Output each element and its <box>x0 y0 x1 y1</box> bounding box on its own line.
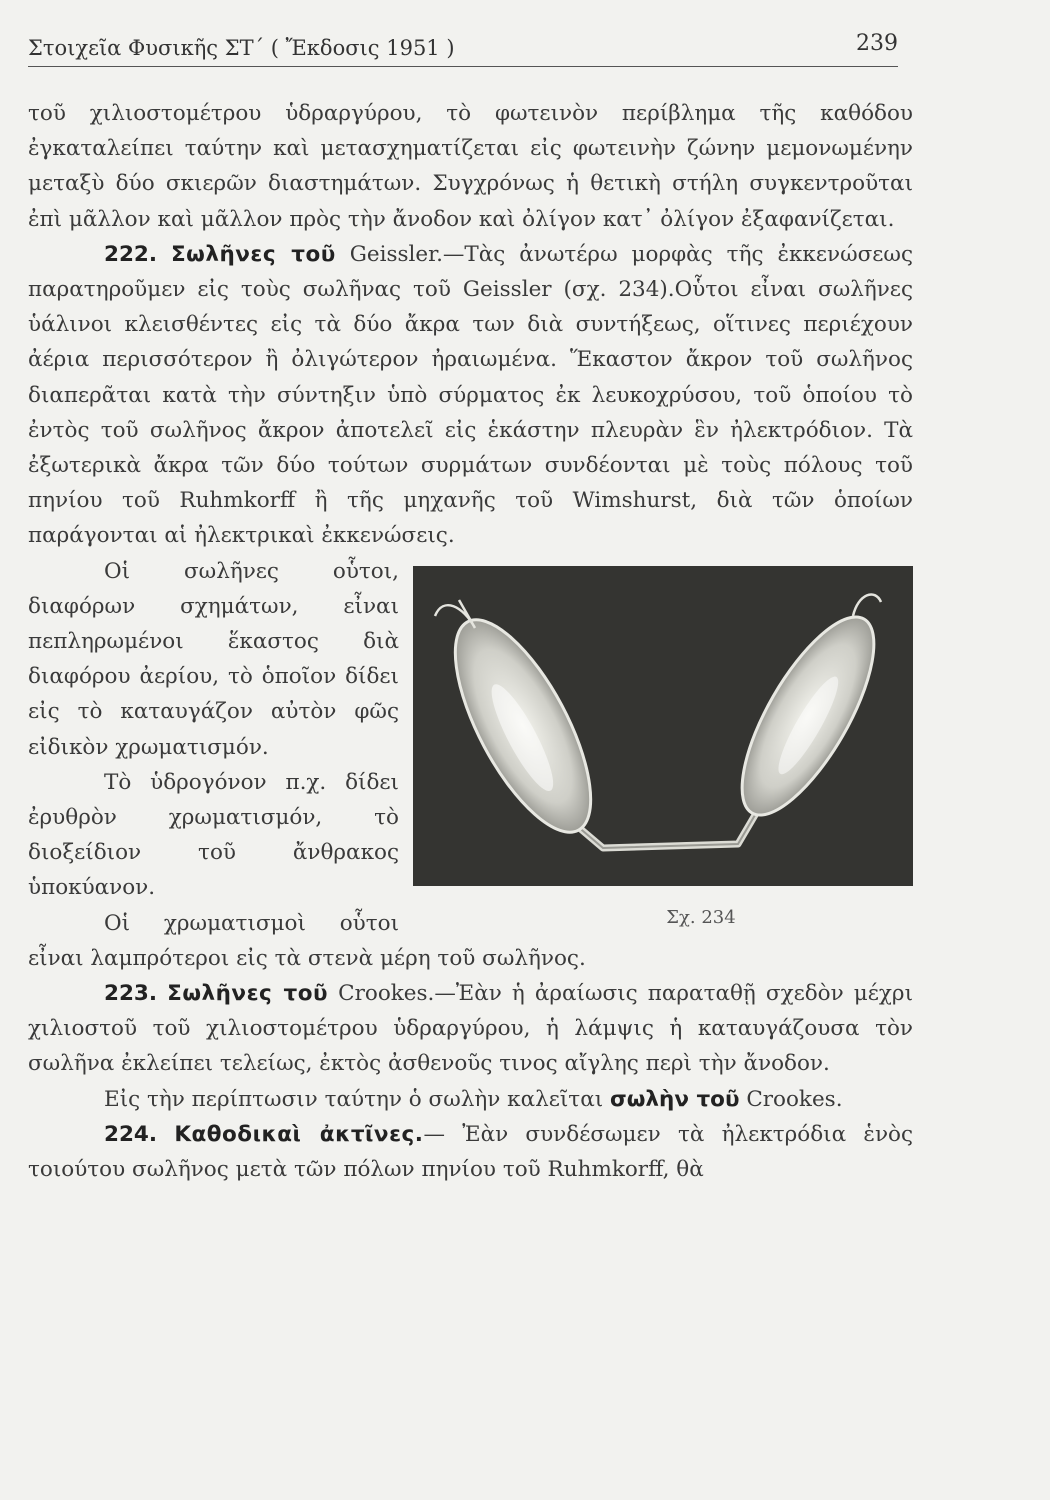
page-body <box>28 96 913 1187</box>
section-224-number: 224. <box>104 1121 158 1147</box>
term-crookes-tube: σωλὴν τοῦ <box>609 1086 740 1112</box>
page-number: 239 <box>856 31 898 56</box>
paragraph-crookes <box>28 1082 913 1117</box>
paragraph-colours: Οἱ χρωματισμοὶ οὗτοι εἶναι λαμπρότεροι εἰς τὰ στενὰ μέρη τοῦ σωλῆνος. <box>28 910 586 971</box>
section-223-title-name: Crookes. <box>338 981 435 1007</box>
section-223-number: 223. <box>104 981 158 1007</box>
running-header <box>28 26 898 67</box>
section-222-number: 222. <box>104 241 158 267</box>
paragraph-crookes-after: Crookes. <box>746 1086 843 1112</box>
section-223 <box>28 976 913 1082</box>
figure-caption: Σχ. 234 <box>666 906 736 928</box>
figure-234 <box>413 558 913 928</box>
paragraph-intro: τοῦ χιλιοστομέτρου ὑδραργύρου, τὸ φωτεινὸν περίβλημα τῆς καθόδου ἐγκαταλείπει ταύτην καὶ μετασχηματίζεται εἰς φωτεινὴν ζώνην μεμονωμένην μεταξὺ δύο σκιερῶν διαστημάτων. Συγχρόνως ἡ θετικὴ στήλη συγκεντροῦται ἐπὶ μᾶλλον καὶ μᾶλλον πρὸς τὴν ἄνοδον καὶ ὀλίγον κατ᾽ ὀλίγον ἐξαφανίζεται. <box>28 101 913 232</box>
section-222-title: Σωλῆνες τοῦ <box>171 241 336 267</box>
paragraph-gases-text: Οἱ σωλῆνες οὗτοι, διαφόρων σχημάτων, εἶναι πεπληρωμένοι ἕκαστος διὰ διαφόρου ἀερίου, τὸ ὁποῖον δίδει εἰς τὸ καταυγάζον αὐτὸν φῶς εἰδικὸν χρωματισμόν. <box>28 558 399 760</box>
section-222 <box>28 237 913 554</box>
section-222-title-name: Geissler. <box>349 241 443 267</box>
section-222-text: —Τὰς ἀνωτέρω μορφὰς τῆς ἐκκενώσεως παρατηροῦμεν εἰς τοὺς σωλῆνας τοῦ Geissler (σχ. 234).Οὗτοι εἶναι σωλῆνες ὑάλινοι κλεισθέντες εἰς τὰ δύο ἄκρα των διὰ συντήξεως, οἵτινες περιέχουν ἀέρια περισσότερον ἢ ὀλιγώτερον ἠραιωμένα. Ἕκαστον ἄκρον τοῦ σωλῆνος διαπερᾶται κατὰ τὴν σύντηξιν ὑπὸ σύρματος ἐκ λευκοχρύσου, τοῦ ὁποίου τὸ ἐντὸς τοῦ σωλῆνος ἄκρον ἀποτελεῖ εἰς ἑκάστην πλευρὰν ἓν ἠλεκτρόδιον. Τὰ ἐξωτερικὰ ἄκρα τῶν δύο τούτων συρμάτων συνδέονται μὲ τοὺς πόλους τοῦ πηνίου τοῦ Ruhmkorff ἢ τῆς μηχανῆς τοῦ Wimshurst, διὰ τῶν ὁποίων παράγονται αἱ ἠλεκτρικαὶ ἐκκενώσεις. <box>28 241 913 549</box>
geissler-tube-photo <box>413 566 913 886</box>
running-title: Στοιχεῖα Φυσικῆς ΣΤ΄ ( Ἔκδοσις 1951 ) <box>28 36 455 60</box>
paragraph-crookes-before: Εἰς τὴν περίπτωσιν ταύτην ὁ σωλὴν καλεῖται <box>104 1086 604 1112</box>
paragraph-hydrogen: Τὸ ὑδρογόνον π.χ. δίδει ἐρυθρὸν χρωματισμόν, τὸ διοξείδιον τοῦ ἄνθρακος ὑποκύανον. <box>28 769 399 901</box>
section-224 <box>28 1117 913 1187</box>
section-224-text: — Ἐὰν συνδέσωμεν τὰ ἠλεκτρόδια ἑνὸς τοιούτου σωλῆνος μετὰ τῶν πόλων πηνίου τοῦ Ruhmkorff, θὰ <box>28 1121 913 1183</box>
section-223-title: Σωλῆνες τοῦ <box>167 981 329 1007</box>
section-224-title: Καθοδικαὶ ἀκτῖνες. <box>174 1121 424 1147</box>
section-223-text: —Ἐὰν ἡ ἀραίωσις παραταθῇ σχεδὸν μέχρι χιλιοστοῦ τοῦ χιλιοστομέτρου ὑδραργύρου, ἡ λάμψις ἡ καταυγάζουσα τὸν σωλῆνα ἐκλείπει τελείως, ἐκτὸς ἀσθενοῦς τινος αἴγλης περὶ τὴν ἄνοδον. <box>28 981 913 1077</box>
